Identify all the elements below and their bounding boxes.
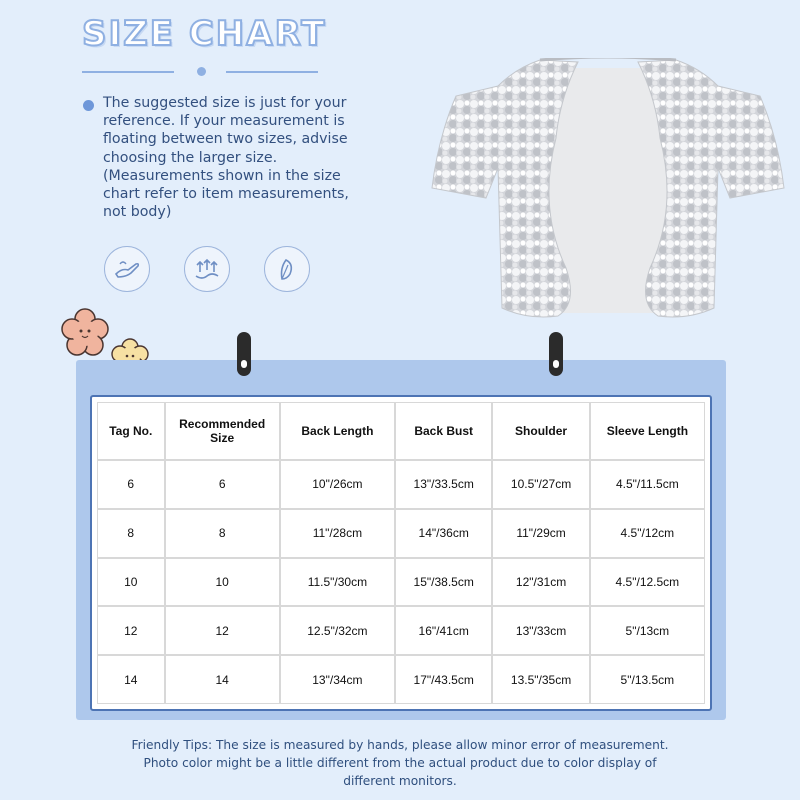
table-cell: 10 — [166, 559, 279, 606]
table-cell: 12 — [166, 607, 279, 654]
table-cell: 13"/33.5cm — [396, 461, 491, 508]
header-tag-no: Tag No. — [98, 403, 164, 459]
table-cell: 17"/43.5cm — [396, 656, 491, 703]
table-cell: 14 — [98, 656, 164, 703]
table-cell: 4.5"/11.5cm — [591, 461, 704, 508]
page-title: SIZE CHART — [82, 14, 327, 54]
table-cell: 13.5"/35cm — [493, 656, 588, 703]
title-divider-right — [226, 71, 318, 73]
note-bullet — [83, 100, 94, 111]
header-back-bust: Back Bust — [396, 403, 491, 459]
title-divider-left — [82, 71, 174, 73]
table-cell: 4.5"/12cm — [591, 510, 704, 557]
size-table-frame — [90, 395, 712, 711]
header-back-length: Back Length — [281, 403, 394, 459]
table-cell: 6 — [166, 461, 279, 508]
friendly-tips: Friendly Tips: The size is measured by hands, please allow minor error of measurement. Photo color might be a little different from the actual product due to color display of different monitors. — [131, 738, 669, 788]
table-cell: 16"/41cm — [396, 607, 491, 654]
table-header-row — [98, 403, 704, 459]
table-cell: 12.5"/32cm — [281, 607, 394, 654]
table-cell: 15"/38.5cm — [396, 559, 491, 606]
table-cell: 10"/26cm — [281, 461, 394, 508]
table-cell: 10 — [98, 559, 164, 606]
header-recommended-size: Recommended Size — [166, 403, 279, 459]
clip-left — [237, 332, 251, 376]
size-note: The suggested size is just for your reference. If your measurement is floating between two sizes, advise choosing the larger size. (Measurements shown in the size chart refer to item measurements, not body) — [103, 95, 349, 221]
table-cell: 5"/13.5cm — [591, 656, 704, 703]
table-cell: 11"/28cm — [281, 510, 394, 557]
soft-feather-icon — [264, 246, 310, 292]
table-cell: 11"/29cm — [493, 510, 588, 557]
table-cell: 14"/36cm — [396, 510, 491, 557]
table-cell: 6 — [98, 461, 164, 508]
table-cell: 8 — [98, 510, 164, 557]
table-cell: 13"/33cm — [493, 607, 588, 654]
hand-wash-icon — [104, 246, 150, 292]
table-cell: 12"/31cm — [493, 559, 588, 606]
table-cell: 13"/34cm — [281, 656, 394, 703]
header-shoulder: Shoulder — [493, 403, 588, 459]
table-row — [98, 461, 704, 508]
table-row — [98, 607, 704, 654]
breathable-icon — [184, 246, 230, 292]
title-divider-dot — [197, 67, 206, 76]
table-cell: 12 — [98, 607, 164, 654]
header-sleeve-length: Sleeve Length — [591, 403, 704, 459]
clip-right — [549, 332, 563, 376]
table-cell: 5"/13cm — [591, 607, 704, 654]
table-cell: 11.5"/30cm — [281, 559, 394, 606]
table-row — [98, 559, 704, 606]
table-row — [98, 510, 704, 557]
sequin-bolero-image — [428, 58, 788, 320]
table-cell: 4.5"/12.5cm — [591, 559, 704, 606]
table-row — [98, 656, 704, 703]
table-cell: 10.5"/27cm — [493, 461, 588, 508]
table-cell: 14 — [166, 656, 279, 703]
table-cell: 8 — [166, 510, 279, 557]
size-table — [96, 401, 706, 705]
